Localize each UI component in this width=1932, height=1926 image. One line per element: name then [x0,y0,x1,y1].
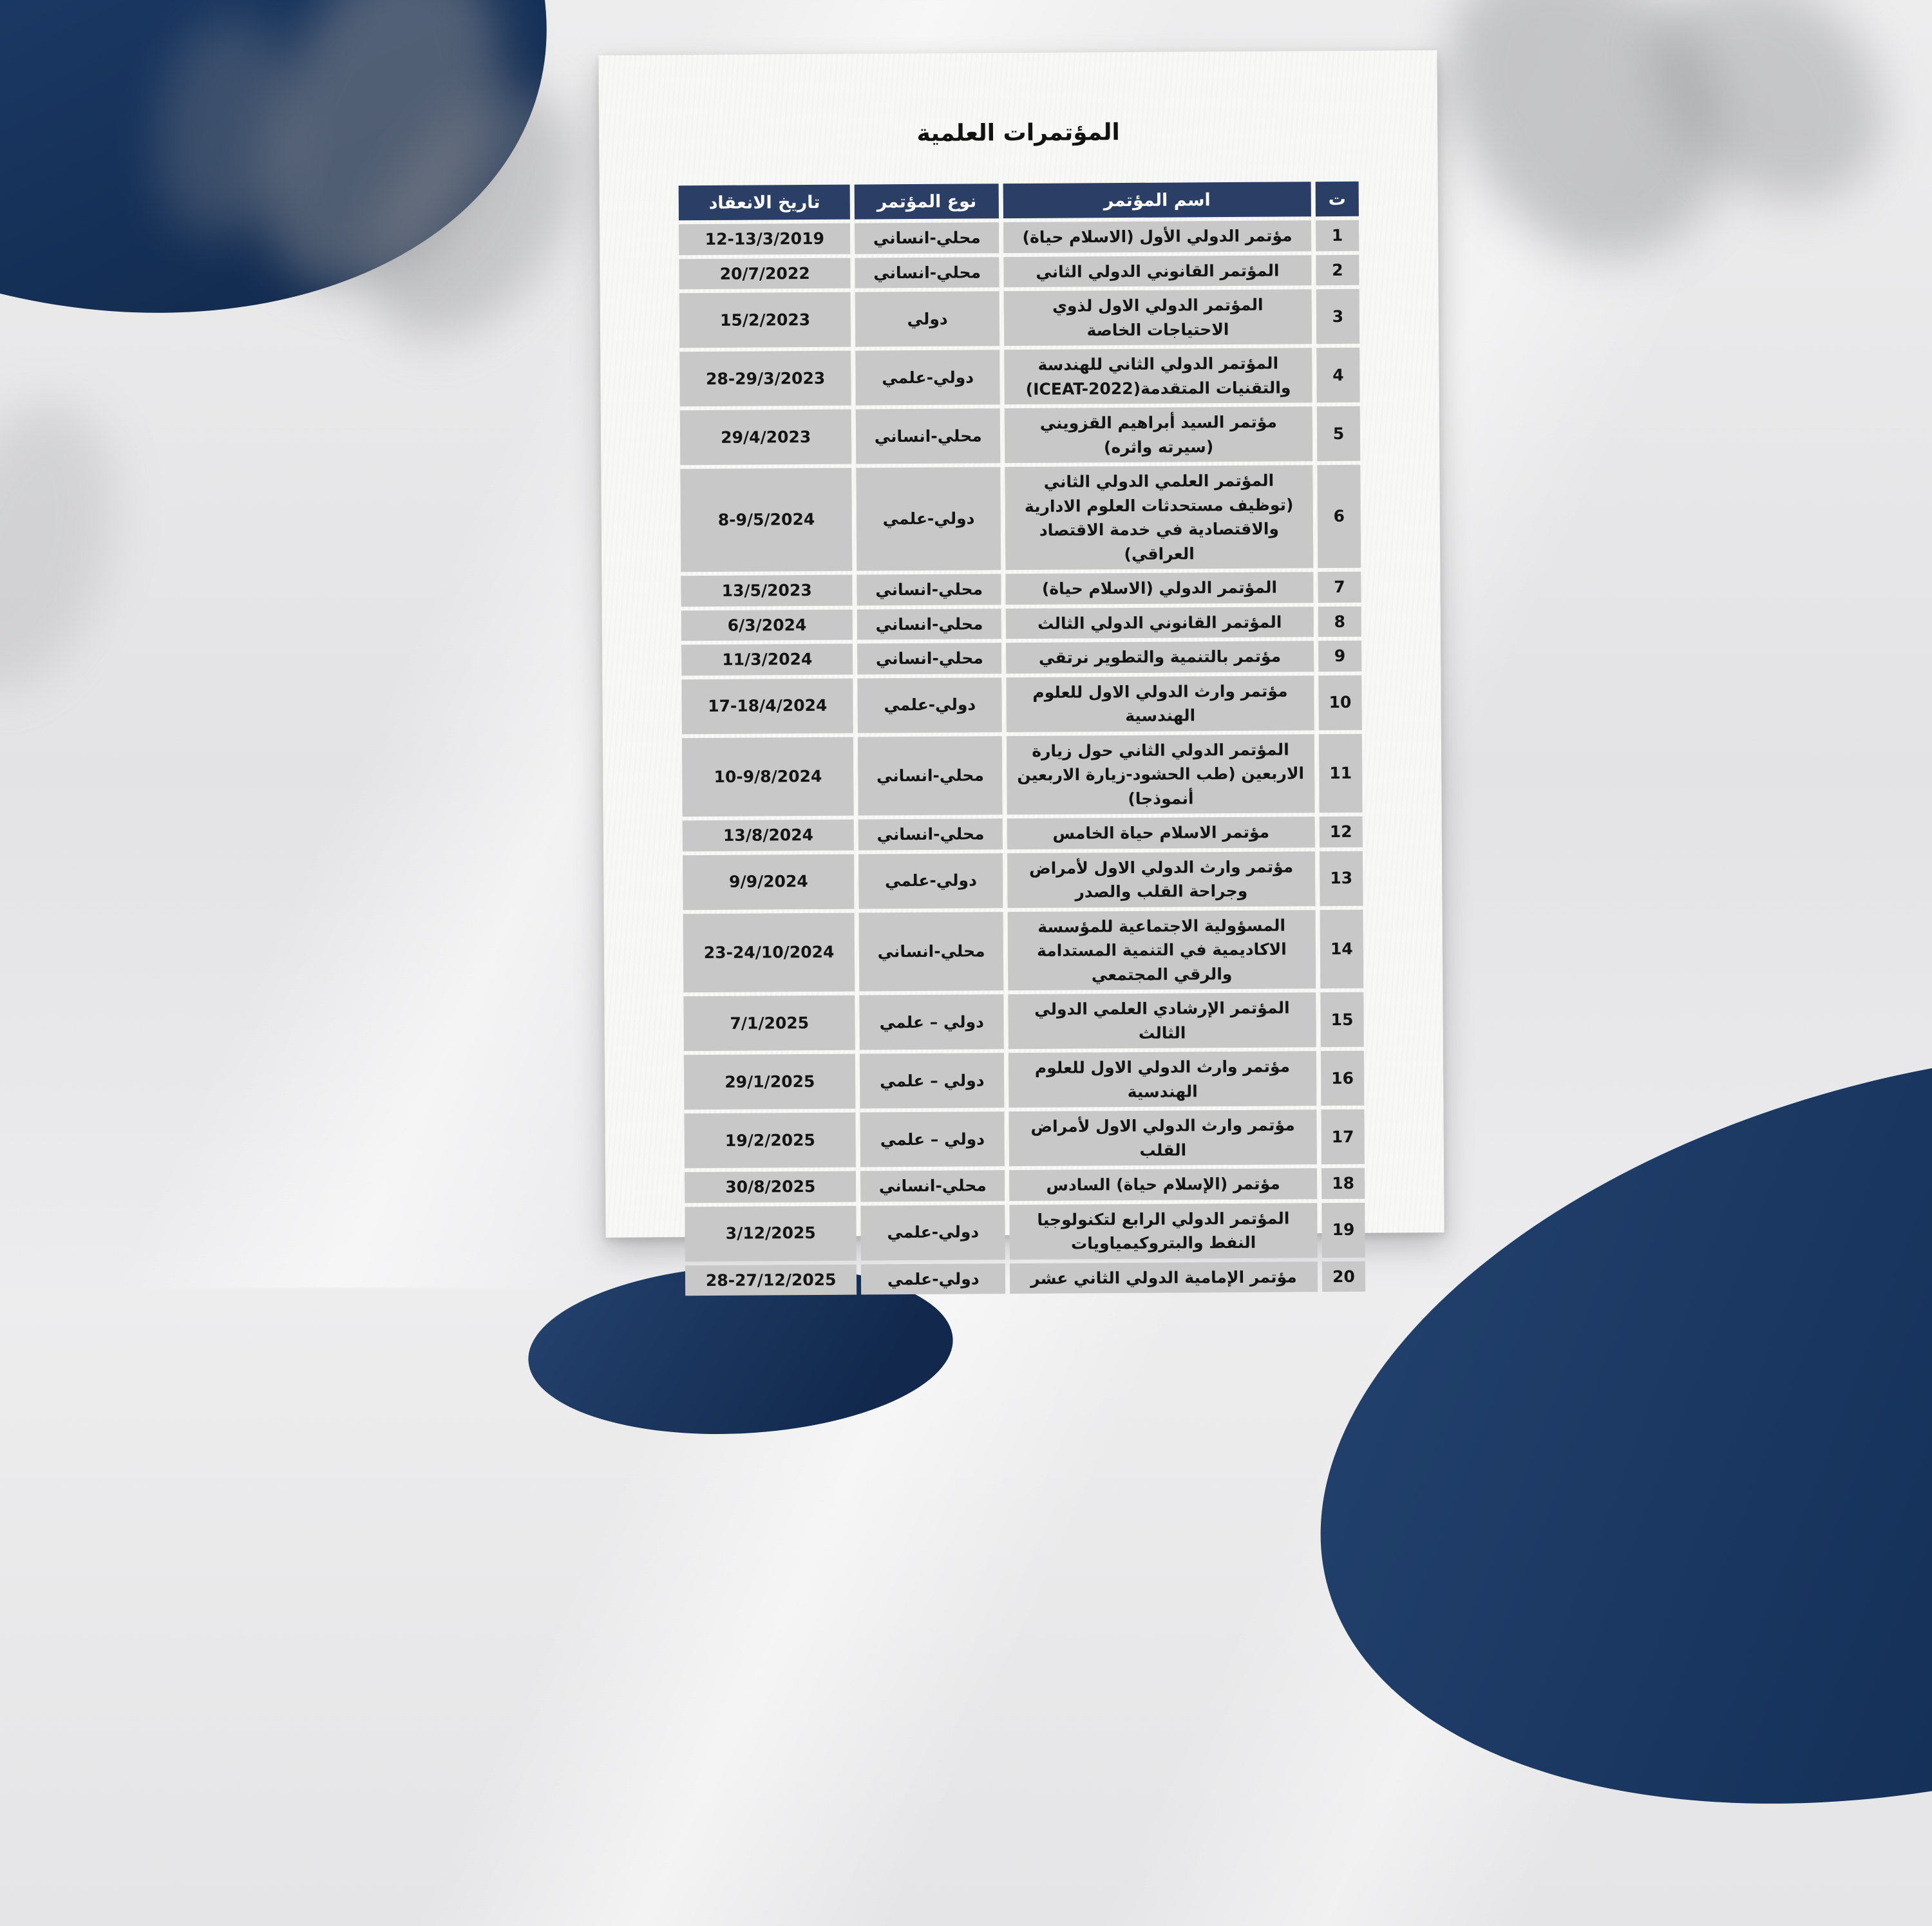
conference-date-cell: 23-24/10/2024 [683,912,855,992]
table-row [685,1261,1365,1296]
row-index-cell: 9 [1318,641,1361,672]
row-index-cell: 1 [1316,220,1359,251]
row-index-cell: 13 [1320,851,1363,905]
row-index-cell: 15 [1320,992,1364,1047]
conference-name-cell: المؤتمر القانوني الدولي الثاني [1003,255,1311,287]
conference-type-cell: دولي-علمي [857,467,1001,571]
conference-table-body [679,220,1365,1296]
conference-name-cell: المؤتمر الدولي الثاني للهندسة والتقنيات المتقدمة(ICEAT-2022) [1004,348,1312,404]
conference-date-cell: 20/7/2022 [679,258,851,289]
table-row [684,1051,1364,1109]
header-index: ت [1316,182,1359,216]
conference-date-cell: 19/2/2025 [684,1113,856,1169]
header-conference-name: اسم المؤتمر [1003,182,1311,218]
conference-type-cell: محلي-انساني [855,257,999,288]
table-row [679,254,1359,289]
table-row [679,289,1359,348]
conference-name-cell: المسؤولية الاجتماعية للمؤسسة الاكاديمية في التنمية المستدامة والرقي المجتمعي [1008,910,1316,990]
conferences-table [674,178,1370,1300]
conference-type-cell: دولي-علمي [861,1263,1005,1295]
conference-date-cell: 29/4/2023 [680,410,852,466]
conference-type-cell: محلي-انساني [857,609,1001,640]
conference-name-cell: المؤتمر الدولي الاول لذوي الاحتياجات الخاصة [1004,289,1312,346]
conference-type-cell: محلي-انساني [856,408,1000,464]
conference-name-cell: المؤتمر الدولي الثاني حول زيارة الاربعين (طب الحشود-زيارة الاربعين أنموذجا) [1007,734,1315,815]
conference-name-cell: المؤتمر الإرشادي العلمي الدولي الثالث [1008,992,1316,1049]
conference-type-cell: دولي – علمي [860,1053,1004,1108]
conference-date-cell: 8-9/5/2024 [680,468,852,572]
conference-date-cell: 13/5/2023 [681,575,853,607]
row-index-cell: 18 [1321,1168,1365,1199]
table-row [681,572,1361,607]
conference-date-cell: 28-29/3/2023 [679,351,851,407]
row-index-cell: 16 [1321,1051,1365,1106]
table-row [683,909,1364,992]
table-row [685,1202,1365,1261]
conference-type-cell: دولي-علمي [858,677,1002,733]
table-header-row [679,182,1359,220]
conference-name-cell: مؤتمر الإمامية الدولي الثاني عشر [1010,1261,1318,1294]
leaf-shadow-4 [0,381,151,714]
conference-type-cell: دولي – علمي [860,994,1004,1050]
conference-name-cell: المؤتمر العلمي الدولي الثاني (توظيف مستحدثات العلوم الادارية والاقتصادية في خدمة الاقتصاد العراقي) [1005,465,1313,570]
conference-name-cell: مؤتمر وارث الدولي الاول للعلوم الهندسية [1009,1051,1316,1108]
conference-date-cell: 11/3/2024 [681,644,853,675]
row-index-cell: 11 [1319,733,1363,813]
conference-type-cell: محلي-انساني [855,222,999,254]
conference-date-cell: 28-27/12/2025 [685,1264,857,1296]
conference-date-cell: 10-9/8/2024 [682,737,854,817]
conference-name-cell: مؤتمر (الإسلام حياة) السادس [1009,1168,1317,1200]
table-row [681,641,1361,675]
row-index-cell: 17 [1321,1109,1365,1164]
conference-type-cell: دولي-علمي [861,1205,1005,1260]
table-row [683,992,1363,1051]
conference-type-cell: دولي – علمي [860,1111,1005,1167]
conference-date-cell: 9/9/2024 [683,854,855,910]
conference-date-cell: 7/1/2025 [683,996,855,1052]
conference-name-cell: المؤتمر الدولي (الاسلام حياة) [1005,572,1313,604]
row-index-cell: 3 [1316,289,1360,344]
conference-type-cell: دولي-علمي [856,350,1000,405]
conference-type-cell: محلي-انساني [858,736,1002,816]
conference-type-cell: دولي-علمي [858,853,1003,909]
table-row [679,220,1359,255]
header-conference-date: تاريخ الانعقاد [679,185,851,221]
conference-type-cell: محلي-انساني [858,818,1003,850]
conference-name-cell: مؤتمر وارث الدولي الاول للعلوم الهندسية [1006,675,1314,732]
conference-name-cell: مؤتمر السيد أبراهيم القزويني (سيرته واثره) [1005,406,1312,463]
table-row [681,606,1361,641]
table-row [683,817,1363,851]
conference-name-cell: المؤتمر الدولي الرابع لتكنولوجيا النفط والبتروكيمياويات [1009,1203,1317,1260]
conference-name-cell: مؤتمر وارث الدولي الاول لأمراض وجراحة القلب والصدر [1007,851,1315,908]
conference-date-cell: 6/3/2024 [681,609,853,641]
row-index-cell: 6 [1317,465,1361,568]
header-conference-type: نوع المؤتمر [855,184,999,219]
row-index-cell: 2 [1316,254,1359,285]
table-row [680,465,1361,572]
row-index-cell: 19 [1321,1202,1365,1257]
table-row [680,406,1360,465]
table-row [679,348,1359,406]
conference-date-cell: 12-13/3/2019 [679,223,851,255]
conference-name-cell: مؤتمر بالتنمية والتطوير نرتقي [1006,641,1314,673]
conference-date-cell: 29/1/2025 [684,1054,856,1110]
row-index-cell: 12 [1320,817,1363,847]
conference-date-cell: 15/2/2023 [679,292,851,348]
conference-date-cell: 30/8/2025 [685,1171,857,1203]
row-index-cell: 7 [1318,572,1361,603]
row-index-cell: 14 [1320,909,1363,988]
conference-type-cell: دولي [855,291,999,346]
conference-type-cell: محلي-انساني [860,1170,1005,1202]
row-index-cell: 10 [1318,675,1362,730]
table-row [681,675,1361,733]
row-index-cell: 8 [1318,606,1361,637]
conference-date-cell: 17-18/4/2024 [681,678,853,734]
conference-name-cell: المؤتمر القانوني الدولي الثالث [1006,607,1314,639]
table-row [683,851,1363,909]
document-paper [598,50,1444,1290]
row-index-cell: 4 [1316,348,1360,402]
table-row [685,1168,1365,1203]
row-index-cell: 20 [1322,1261,1365,1292]
conference-type-cell: محلي-انساني [857,643,1001,674]
table-row [684,1109,1364,1168]
conference-date-cell: 13/8/2024 [683,820,855,851]
page-title: المؤتمرات العلمية [916,119,1120,147]
conference-name-cell: مؤتمر وارث الدولي الاول لأمراض القلب [1009,1109,1316,1166]
table-header [679,182,1359,220]
conference-type-cell: محلي-انساني [859,912,1003,992]
conference-date-cell: 3/12/2025 [685,1205,857,1261]
conference-name-cell: مؤتمر الاسلام حياة الخامس [1007,817,1315,849]
conference-name-cell: مؤتمر الدولي الأول (الاسلام حياة) [1003,220,1311,252]
table-row [682,733,1363,817]
conference-type-cell: محلي-انساني [857,574,1001,605]
row-index-cell: 5 [1317,406,1361,461]
